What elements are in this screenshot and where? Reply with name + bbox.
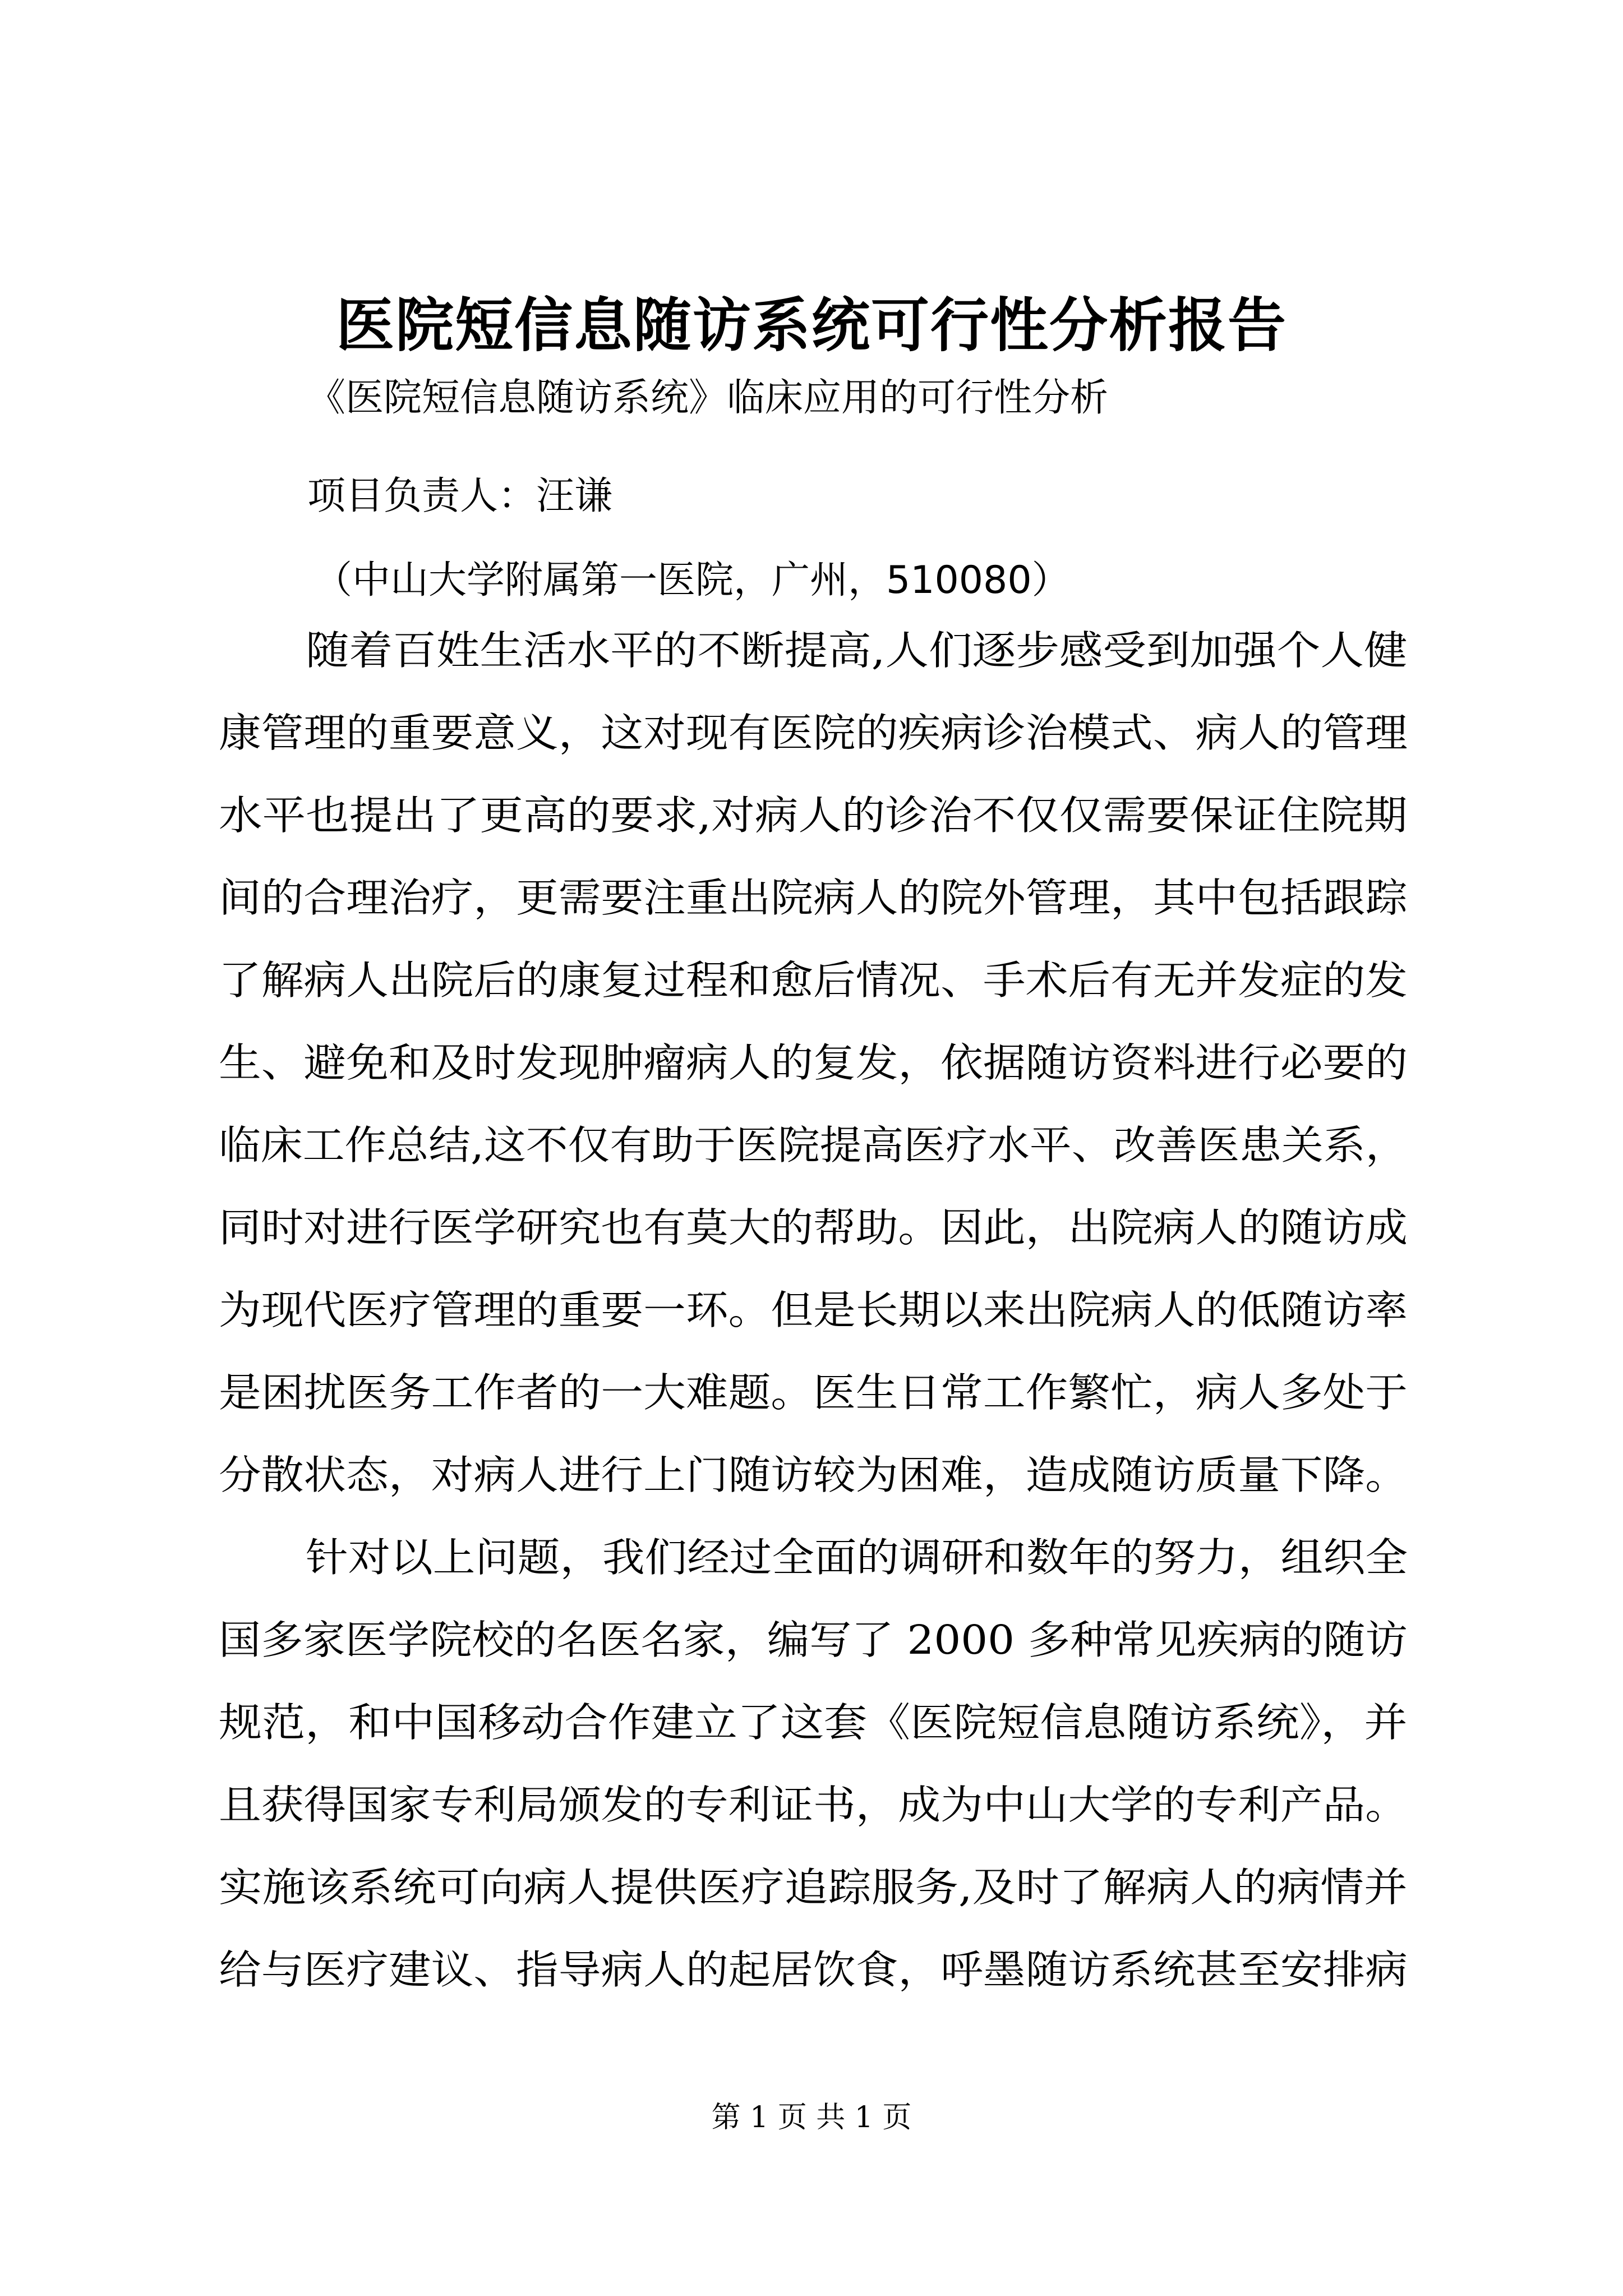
body-line: 给与医疗建议、指导病人的起居饮食，呼墨随访系统甚至安排病 <box>219 1947 1408 1993</box>
body-line: 国多家医学院校的名医名家，编写了 2000 多种常见疾病的随访 <box>219 1617 1408 1663</box>
body-line: 了解病人出院后的康复过程和愈后情况、手术后有无并发症的发 <box>219 957 1408 1004</box>
body-line: 规范，和中国移动合作建立了这套《医院短信息随访系统》，并 <box>219 1699 1408 1746</box>
body-line: 为现代医疗管理的重要一环。但是长期以来出院病人的低随访率 <box>219 1287 1408 1333</box>
body-line: 康管理的重要意义，这对现有医院的疾病诊治模式、病人的管理 <box>219 710 1408 756</box>
project-lead: 项目负责人：汪谦 <box>307 474 613 518</box>
document-subtitle: 《医院短信息随访系统》临床应用的可行性分析 <box>307 376 1109 420</box>
affiliation: （中山大学附属第一医院，广州，510080） <box>314 558 1070 602</box>
document-title: 医院短信息随访系统可行性分析报告 <box>335 291 1287 360</box>
body-line: 生、避免和及时发现肿瘤病人的复发，依据随访资料进行必要的 <box>219 1039 1408 1086</box>
body-line: 针对以上问题，我们经过全面的调研和数年的努力，组织全 <box>306 1534 1408 1581</box>
body-line: 随着百姓生活水平的不断提高,人们逐步感受到加强个人健 <box>306 627 1408 674</box>
body-line: 是困扰医务工作者的一大难题。医生日常工作繁忙，病人多处于 <box>219 1369 1408 1416</box>
body-line: 实施该系统可向病人提供医疗追踪服务,及时了解病人的病情并 <box>219 1864 1408 1911</box>
body-line: 水平也提出了更高的要求,对病人的诊治不仅仅需要保证住院期 <box>219 792 1408 839</box>
body-line: 且获得国家专利局颁发的专利证书，成为中山大学的专利产品。 <box>219 1782 1408 1828</box>
body-line: 同时对进行医学研究也有莫大的帮助。因此，出院病人的随访成 <box>219 1204 1408 1251</box>
page-number: 第 1 页 共 1 页 <box>711 2101 912 2134</box>
body-line: 临床工作总结,这不仅有助于医院提高医疗水平、改善医患关系， <box>219 1122 1408 1168</box>
body-line: 分散状态，对病人进行上门随访较为困难，造成随访质量下降。 <box>219 1452 1408 1498</box>
body-line: 间的合理治疗，更需要注重出院病人的院外管理，其中包括跟踪 <box>219 875 1408 921</box>
